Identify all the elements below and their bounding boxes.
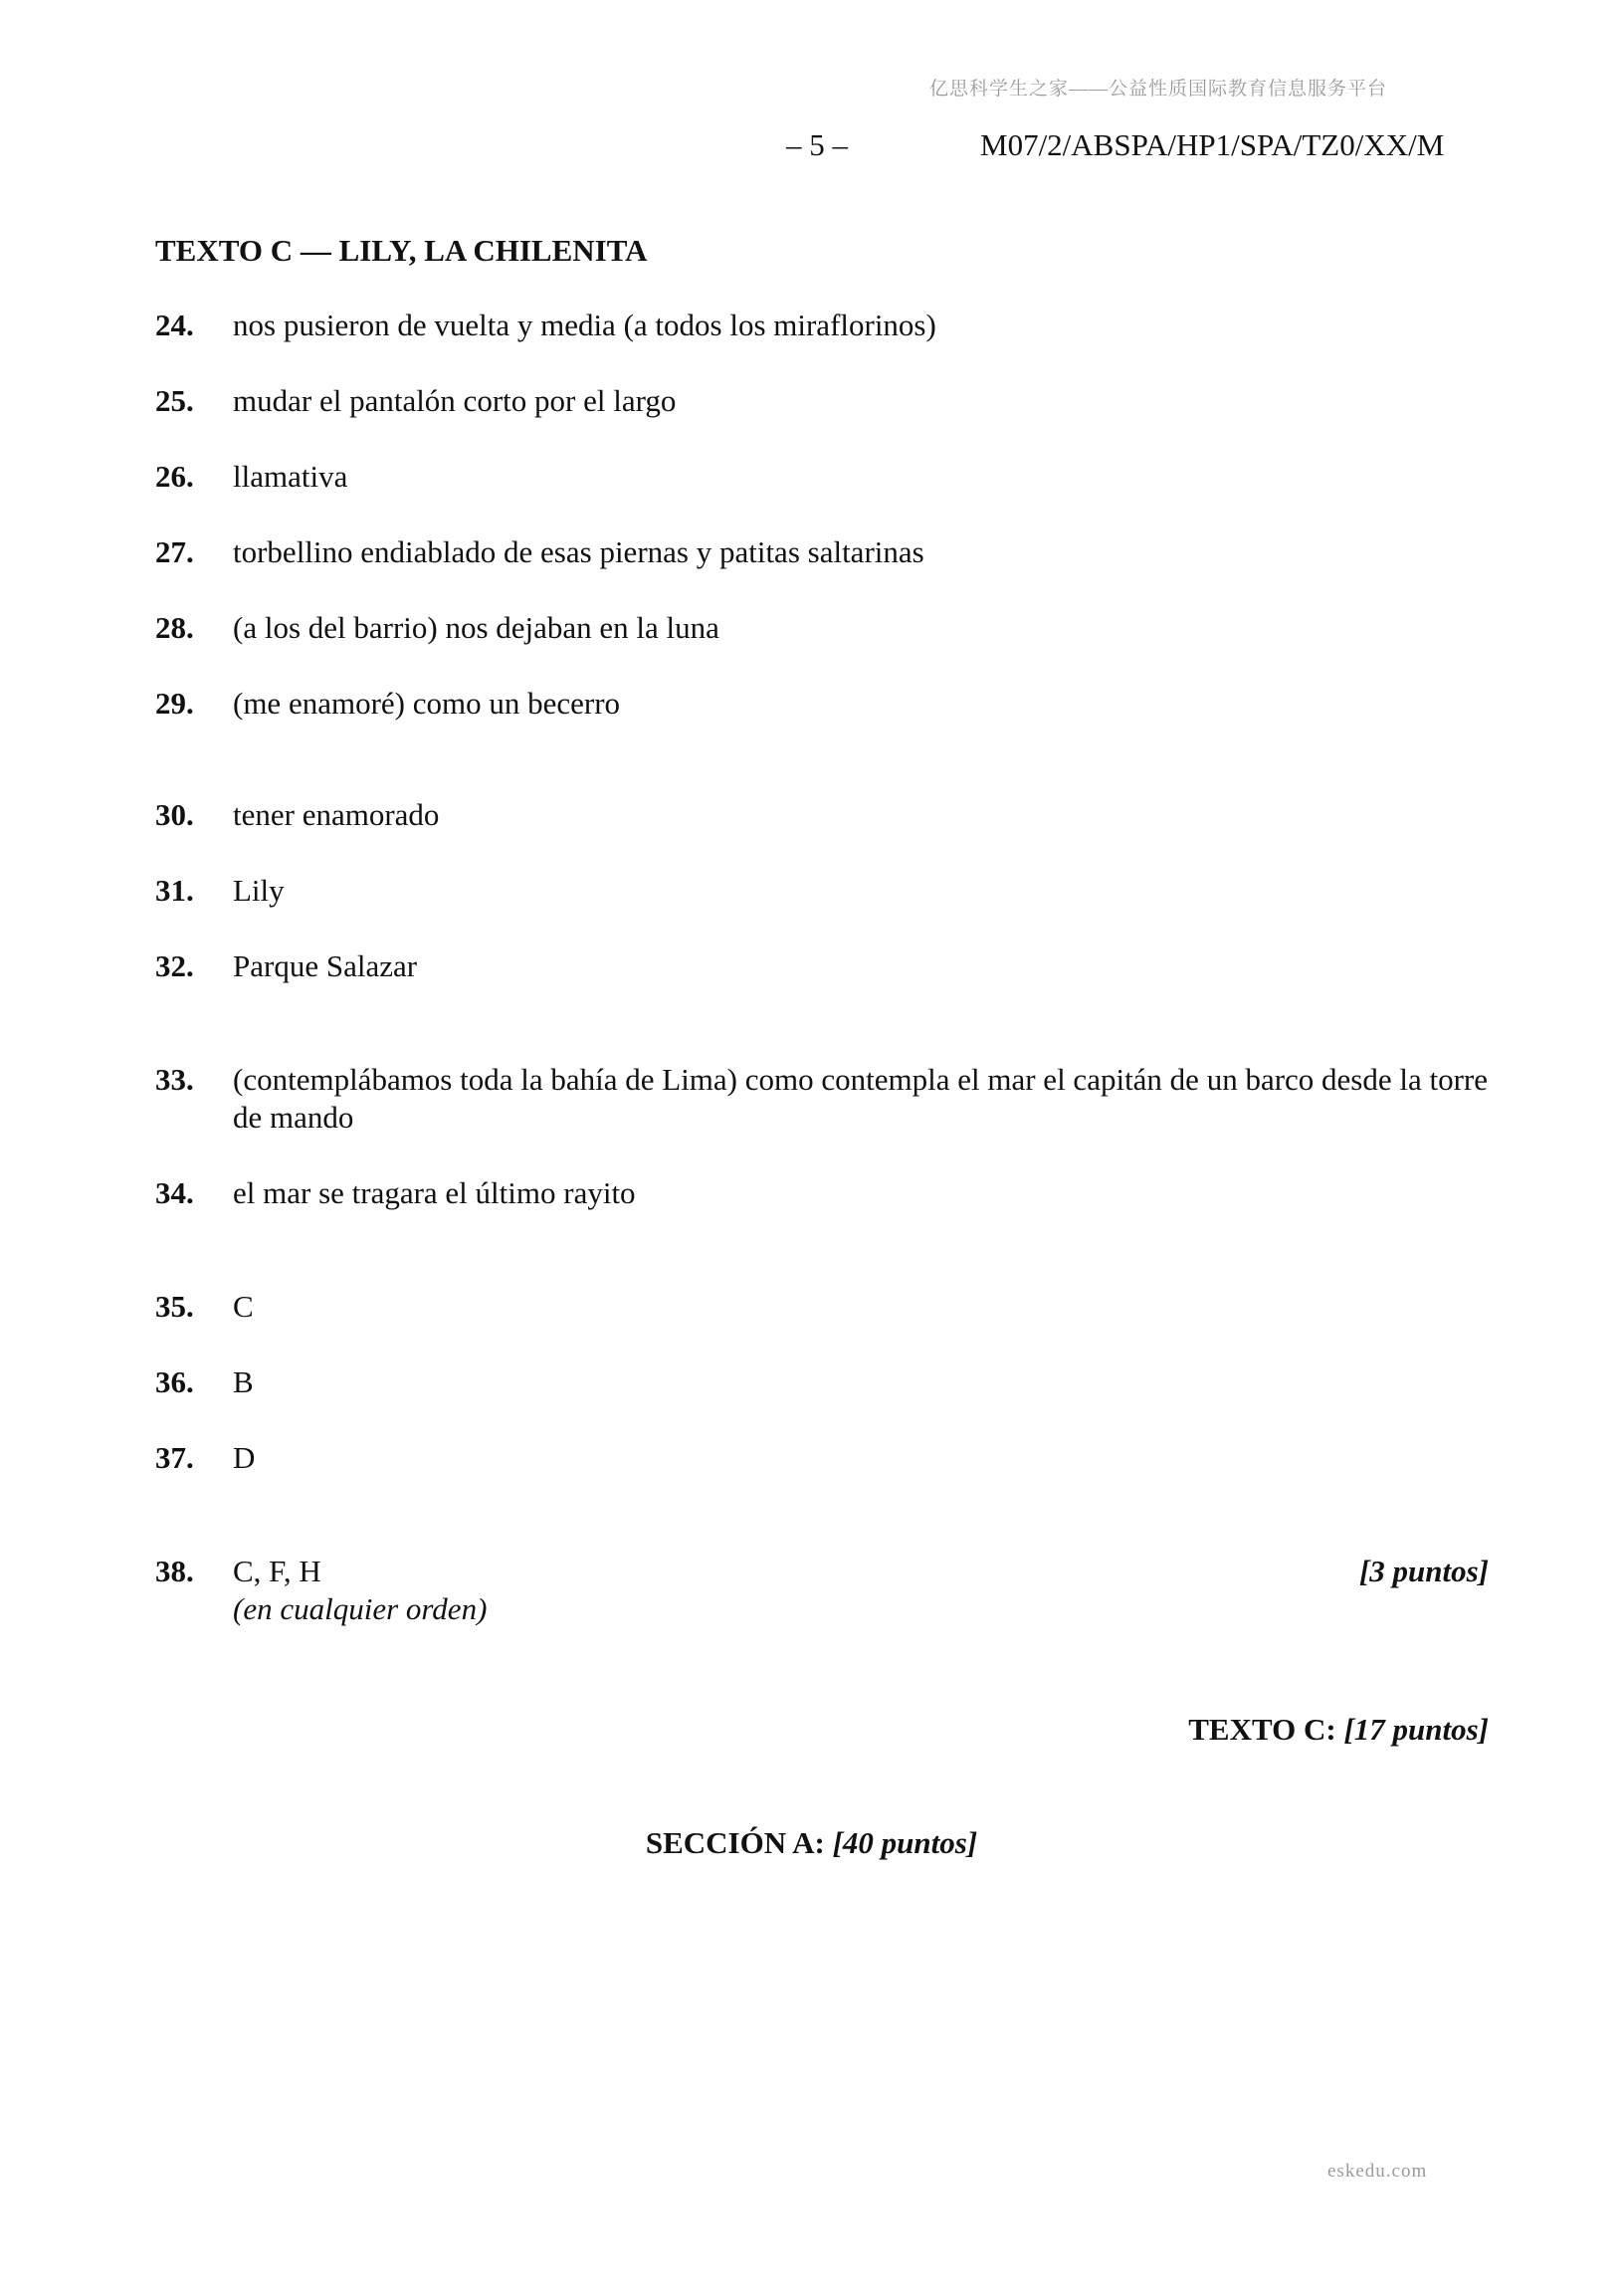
item-number: 30. [155, 797, 194, 832]
item-answer: (contemplábamos toda la bahía de Lima) como contempla el mar el capitán de un barco desde la torre de mando [233, 1062, 1489, 1135]
item-answer [233, 1553, 1489, 1628]
texto-total-points: [17 puntos] [1343, 1712, 1489, 1747]
item-number: 28. [155, 610, 194, 645]
item-number: 25. [155, 383, 194, 418]
item-answer: D [233, 1440, 256, 1475]
item-answer: Lily [233, 873, 285, 908]
item-points: [3 puntos] [1358, 1554, 1489, 1588]
seccion-a-total [0, 1825, 1623, 1861]
texto-total-label: TEXTO C: [1188, 1712, 1344, 1747]
item-answer: tener enamorado [233, 797, 440, 832]
item-number: 29. [155, 686, 194, 721]
item-number: 32. [155, 948, 194, 983]
item-answer: C [233, 1289, 254, 1324]
item-number: 38. [155, 1554, 194, 1588]
seccion-total-label: SECCIÓN A: [645, 1825, 833, 1860]
item-answer-text: C, F, H [233, 1554, 321, 1588]
page-number: – 5 – [786, 127, 848, 162]
item-number: 31. [155, 873, 194, 908]
item-number: 36. [155, 1364, 194, 1399]
texto-c-total [1188, 1712, 1489, 1748]
item-answer: B [233, 1364, 254, 1399]
item-answer: (a los del barrio) nos dejaban en la luna [233, 610, 719, 645]
item-answer: Parque Salazar [233, 948, 418, 983]
item-number: 35. [155, 1289, 194, 1324]
item-answer: (me enamoré) como un becerro [233, 686, 621, 721]
item-number: 33. [155, 1062, 194, 1097]
item-answer: torbellino endiablado de esas piernas y patitas saltarinas [233, 534, 924, 569]
item-number: 34. [155, 1175, 194, 1210]
footer-watermark: eskedu.com [1327, 2161, 1428, 2182]
section-title: TEXTO C — LILY, LA CHILENITA [155, 233, 648, 268]
seccion-total-points: [40 puntos] [832, 1825, 978, 1860]
header-watermark: 亿思科学生之家——公益性质国际教育信息服务平台 [929, 79, 1388, 100]
item-answer: nos pusieron de vuelta y media (a todos los miraflorinos) [233, 308, 936, 342]
item-answer: el mar se tragara el último rayito [233, 1175, 636, 1210]
item-note: (en cualquier orden) [233, 1591, 488, 1626]
exam-code: M07/2/ABSPA/HP1/SPA/TZ0/XX/M [980, 127, 1445, 162]
item-number: 24. [155, 308, 194, 342]
item-number: 26. [155, 459, 194, 494]
item-answer: mudar el pantalón corto por el largo [233, 383, 677, 418]
item-number: 27. [155, 534, 194, 569]
item-answer: llamativa [233, 459, 348, 494]
item-number: 37. [155, 1440, 194, 1475]
